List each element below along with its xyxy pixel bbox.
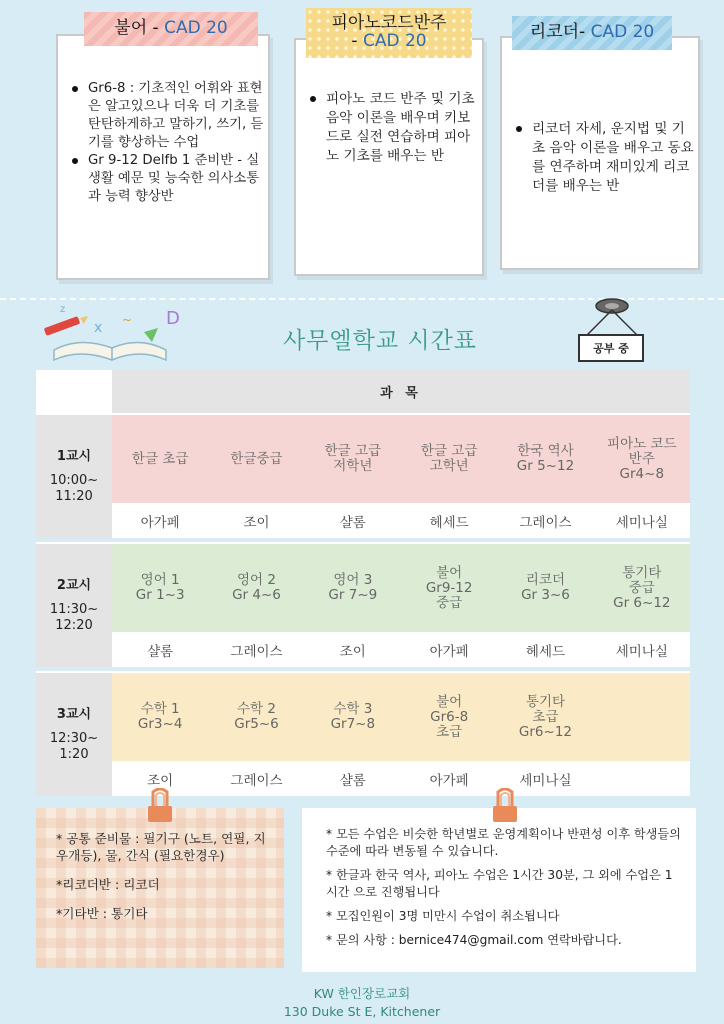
french-tag xyxy=(84,12,258,46)
piano-tag xyxy=(306,8,472,58)
class-cell: 한국 역사 Gr 5~12 xyxy=(516,443,575,474)
period-label xyxy=(36,413,112,538)
period-name: 3교시 xyxy=(56,706,92,722)
class-cell: 통기타 중급 Gr 6~12 xyxy=(613,564,671,611)
teacher-row xyxy=(112,503,690,538)
info-note xyxy=(302,808,696,972)
class-cell: 통기타 초급 Gr6~12 xyxy=(518,693,573,740)
card-price: CAD 20 xyxy=(362,31,427,51)
period-time-end: 1:20 xyxy=(59,746,89,762)
teacher-cell: 아가페 xyxy=(429,772,469,789)
teacher-cell: 그레이스 xyxy=(519,514,572,531)
list-item: 리코더 자세, 운지법 및 기초 음악 이론을 배우고 동요를 연주하며 재미있게 리코더를 배우는 반 xyxy=(514,120,696,196)
svg-text:x: x xyxy=(94,320,103,336)
list-item: 피아노 코드 반주 및 기초 음악 이론을 배우며 키보드로 실전 연습하며 피아노 기초를 배우는 반 xyxy=(308,90,480,166)
note-line: * 한글과 한국 역사, 피아노 수업은 1시간 30분, 그 외에 수업은 1시간 으로 진행됩니다 xyxy=(326,868,673,899)
page-title: 사무엘학교 시간표 xyxy=(282,328,478,354)
teacher-cell: 샬롬 xyxy=(147,643,174,660)
teacher-cell xyxy=(594,761,690,796)
class-cell xyxy=(594,673,690,761)
card-sep: - xyxy=(579,22,591,43)
footer xyxy=(0,985,724,1021)
class-cell: 수학 1 Gr3~4 xyxy=(137,701,183,732)
recorder-list xyxy=(514,120,696,196)
teacher-cell: 조이 xyxy=(147,772,174,789)
teacher-cell: 헤세드 xyxy=(429,514,469,531)
teacher-cell: 샬롬 xyxy=(339,514,366,531)
period-label xyxy=(36,542,112,667)
class-cell: 한글 고급 저학년 xyxy=(324,443,382,474)
list-item: Gr 9-12 Delfb 1 준비반 - 실생활 예문 및 능숙한 의사소통과 능력 향상반 xyxy=(70,152,266,206)
note-line: * 공통 준비물 : 필기구 (노트, 연필, 지우개등), 물, 간식 (필요한경우) xyxy=(56,831,266,863)
period-time-start: 10:00~ xyxy=(49,472,99,488)
period-time-start: 11:30~ xyxy=(49,601,99,617)
list-item: Gr6-8 : 기초적인 어휘와 표현은 알고있으나 더욱 더 기초를 탄탄하게하고 말하기, 쓰기, 듣기를 향상하는 수업 xyxy=(70,80,266,152)
teacher-cell: 세미나실 xyxy=(615,514,668,531)
french-list xyxy=(70,80,266,206)
period-row xyxy=(36,671,690,796)
card-name: 피아노코드반주 xyxy=(331,13,447,34)
class-cell: 피아노 코드 반주 Gr4~8 xyxy=(607,435,677,482)
church-address: 130 Duke St E, Kitchener xyxy=(283,1004,441,1019)
teacher-cell: 아가페 xyxy=(140,514,180,531)
teacher-cell: 아가페 xyxy=(429,643,469,660)
book-illustration xyxy=(40,298,190,370)
church-name: KW 한인장로교회 xyxy=(313,986,411,1001)
class-cell: 영어 2 Gr 4~6 xyxy=(232,572,281,603)
teacher-row xyxy=(112,632,690,667)
card-price: CAD 20 xyxy=(590,22,655,43)
period-time-start: 12:30~ xyxy=(49,730,99,746)
class-cell: 불어 Gr6-8 초급 xyxy=(430,693,469,740)
sign-board: 공부 중 xyxy=(578,334,644,362)
note-line: * 문의 사항 : bernice474@gmail.com 연락바랍니다. xyxy=(326,933,622,947)
class-cell: 영어 3 Gr 7~9 xyxy=(328,572,378,603)
card-price: CAD 20 xyxy=(164,18,228,39)
class-cell: 불어 Gr9-12 중급 xyxy=(425,564,473,611)
teacher-cell: 세미나실 xyxy=(519,772,572,789)
class-cell: 리코더 Gr 3~6 xyxy=(521,572,570,603)
french-card xyxy=(56,34,270,280)
class-cell: 한글 고급 고학년 xyxy=(420,443,478,474)
class-row xyxy=(112,673,690,761)
piano-list xyxy=(308,90,480,166)
card-sep: - xyxy=(351,31,363,51)
period-row xyxy=(36,542,690,667)
period-name: 1교시 xyxy=(56,448,92,464)
class-row xyxy=(112,415,690,503)
timetable xyxy=(36,370,690,796)
class-row xyxy=(112,544,690,632)
class-cell: 수학 3 Gr7~8 xyxy=(330,701,376,732)
class-cell: 수학 2 Gr5~6 xyxy=(234,701,279,732)
class-cell: 영어 1 Gr 1~3 xyxy=(135,572,185,603)
teacher-cell: 그레이스 xyxy=(230,772,283,789)
teacher-row xyxy=(112,761,690,796)
teacher-cell: 샬롬 xyxy=(339,772,366,789)
timetable-header xyxy=(36,370,690,413)
subject-header: 과 목 xyxy=(112,370,690,413)
card-name: 리코더 xyxy=(529,22,580,43)
period-label xyxy=(36,671,112,796)
binder-clip-icon xyxy=(145,788,175,826)
teacher-cell: 헤세드 xyxy=(525,643,566,660)
svg-text:~: ~ xyxy=(122,313,133,327)
svg-text:D: D xyxy=(166,308,180,329)
binder-clip-icon xyxy=(490,788,520,826)
period-name: 2교시 xyxy=(56,577,92,593)
sign-hanger-icon xyxy=(572,296,652,336)
note-line: *리코더반 : 리코더 xyxy=(56,877,160,892)
supplies-note xyxy=(36,808,284,968)
teacher-cell: 그레이스 xyxy=(230,643,283,660)
piano-card xyxy=(294,38,484,276)
teacher-cell: 조이 xyxy=(339,643,366,660)
recorder-card xyxy=(500,36,700,270)
card-name: 불어 xyxy=(114,18,148,39)
note-line: * 모집인원이 3명 미만시 수업이 취소됩니다 xyxy=(326,909,560,923)
period-row xyxy=(36,413,690,538)
note-line: *기타반 : 통기타 xyxy=(56,906,148,921)
period-time-end: 12:20 xyxy=(55,617,93,633)
header-corner xyxy=(36,370,112,413)
recorder-tag xyxy=(512,16,672,50)
card-sep: - xyxy=(147,18,165,39)
note-line: * 모든 수업은 비슷한 학년별로 운영계획이나 반편성 이후 학생들의 수준에 따라 변동될 수 있습니다. xyxy=(326,827,681,858)
teacher-cell: 세미나실 xyxy=(615,643,668,660)
teacher-cell: 조이 xyxy=(243,514,270,531)
class-cell: 한글중급 xyxy=(230,450,283,467)
class-cell: 한글 초급 xyxy=(131,450,189,467)
sign xyxy=(572,296,652,368)
period-time-end: 11:20 xyxy=(55,488,93,504)
svg-text:z: z xyxy=(60,304,66,315)
